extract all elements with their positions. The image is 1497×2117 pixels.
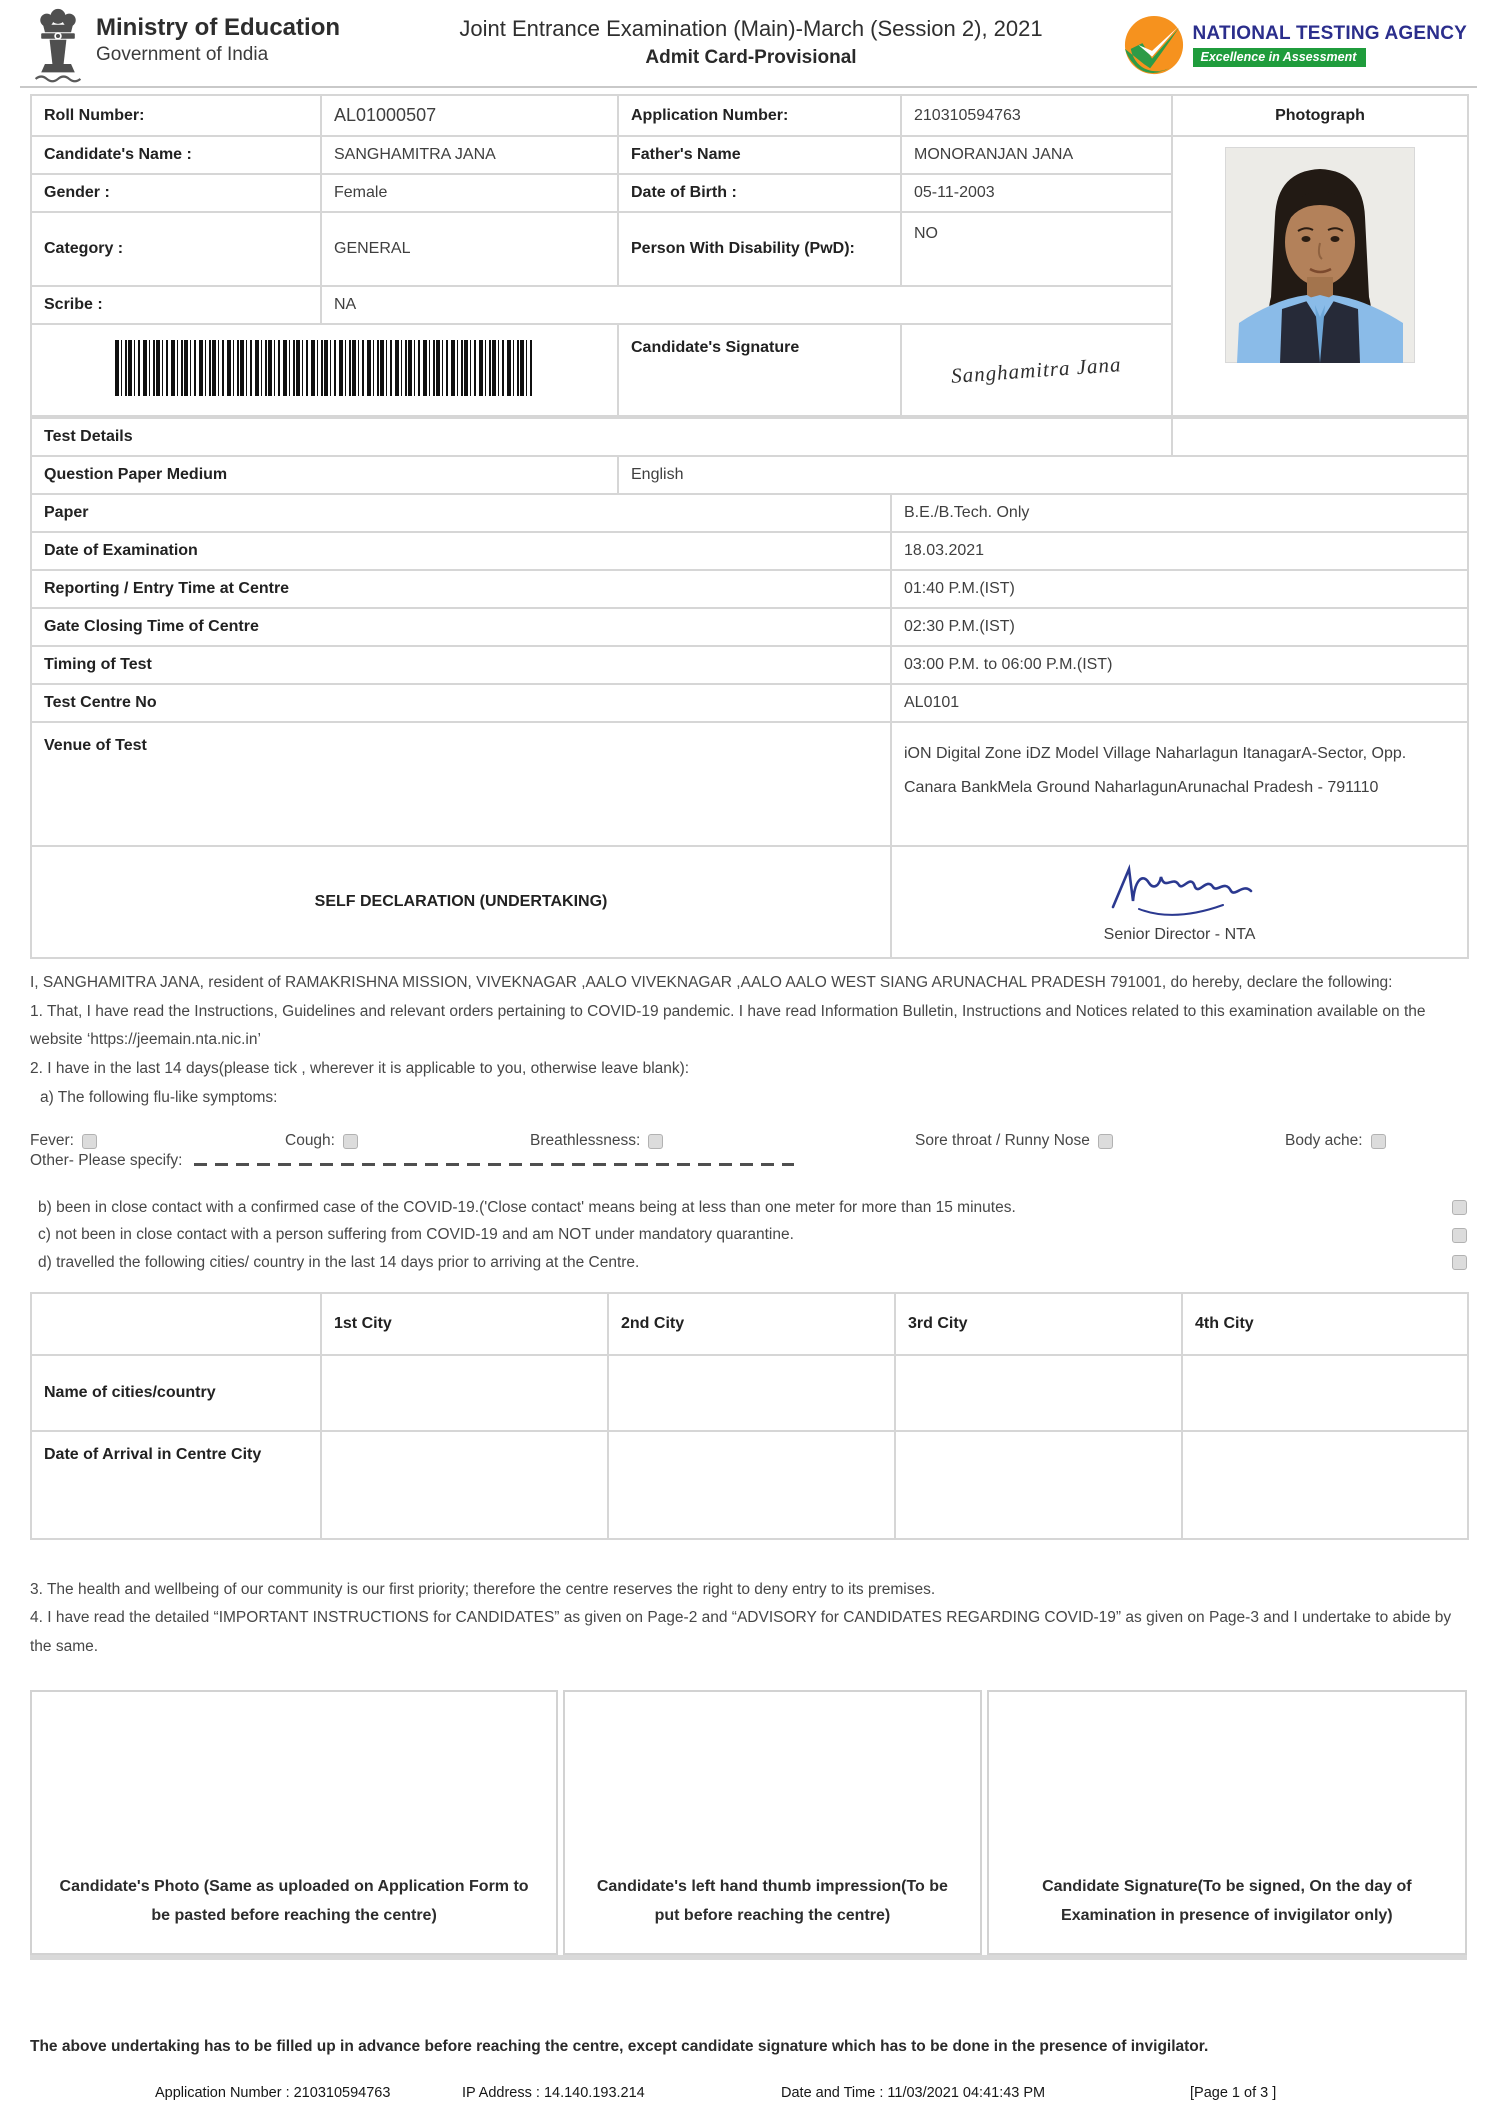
symptom-breathlessness bbox=[530, 1132, 915, 1150]
nta-text bbox=[1193, 23, 1467, 67]
travel-arrival-row bbox=[31, 1431, 1468, 1539]
page-footer bbox=[0, 2085, 1497, 2105]
thumb-impression-caption: Candidate's left hand thumb impression(To be put before reaching the centre) bbox=[596, 1877, 948, 1925]
arrival-row-header: Date of Arrival in Centre City bbox=[31, 1431, 321, 1539]
pwd-value: NO bbox=[901, 212, 1172, 286]
self-declaration-title: SELF DECLARATION (UNDERTAKING) bbox=[31, 846, 891, 958]
fever-checkbox[interactable] bbox=[82, 1134, 97, 1149]
point-b-row bbox=[30, 1194, 1467, 1221]
footer-application-number: Application Number : 210310594763 bbox=[155, 2085, 391, 2101]
cities-row-header: Name of cities/country bbox=[31, 1355, 321, 1431]
point-c-row bbox=[30, 1221, 1467, 1248]
point-d-checkbox[interactable] bbox=[1452, 1255, 1467, 1270]
director-signature-cell bbox=[891, 846, 1468, 958]
city-2-name-cell[interactable] bbox=[608, 1355, 895, 1431]
test-details-table bbox=[30, 417, 1469, 959]
row-test-timing bbox=[31, 646, 1468, 684]
header bbox=[0, 0, 1497, 86]
paper-value: B.E./B.Tech. Only bbox=[891, 494, 1468, 532]
other-specify-label: Other- Please specify: bbox=[30, 1152, 183, 1170]
undertaking-note: The above undertaking has to be filled up in advance before reaching the centre, except candidate signature which has to be done in the presence of invigilator. bbox=[30, 2037, 1209, 2055]
category-label: Category : bbox=[31, 212, 321, 286]
reporting-time-label: Reporting / Entry Time at Centre bbox=[31, 570, 891, 608]
satyameva-jayate-motto bbox=[36, 77, 81, 82]
nta-logo bbox=[1082, 8, 1467, 76]
nta-tagline: Excellence in Assessment bbox=[1193, 48, 1367, 67]
test-details-spacer-cell bbox=[1172, 418, 1468, 456]
director-designation: Senior Director - NTA bbox=[1103, 925, 1256, 943]
declaration-point4: 4. I have read the detailed “IMPORTANT INSTRUCTIONS for CANDIDATES” as given on Page-2 and “ADVISORY for CANDIDATES REGARDING COVID-19” as given on Page-3 and I undertake to abide by the same. bbox=[30, 1609, 1452, 1656]
row-name-father bbox=[31, 136, 1468, 174]
declaration-point2: 2. I have in the last 14 days(please tick , wherever it is applicable to you, otherwise leave blank): bbox=[30, 1060, 690, 1078]
exam-day-signature-box[interactable] bbox=[987, 1690, 1467, 1955]
pwd-label: Person With Disability (PwD): bbox=[618, 212, 901, 286]
dob-value: 05-11-2003 bbox=[901, 174, 1172, 212]
nta-logo-icon bbox=[1123, 14, 1185, 76]
signature-boxes bbox=[30, 1690, 1467, 1955]
breathlessness-label: Breathlessness: bbox=[530, 1132, 641, 1150]
row-roll-application bbox=[31, 95, 1468, 136]
gender-value: Female bbox=[321, 174, 618, 212]
point-b-text: b) been in close contact with a confirmed case of the COVID-19.('Close contact' means being at less than one meter for more than 15 minutes. bbox=[38, 1199, 1016, 1217]
travel-history-table bbox=[30, 1292, 1469, 1540]
other-specify-blank[interactable] bbox=[194, 1163, 794, 1166]
photograph-header: Photograph bbox=[1172, 95, 1468, 136]
row-self-declaration bbox=[31, 846, 1468, 958]
declaration-point1: 1. That, I have read the Instructions, Guidelines and relevant orders pertaining to COVID-19 pandemic. I have read Information Bulletin, Instructions and Notices related to this examination available on the website ‘https://jeemain.nta.nic.in’ bbox=[30, 1002, 1426, 1049]
symptom-sore-throat bbox=[915, 1132, 1285, 1150]
roll-number-label: Roll Number: bbox=[31, 95, 321, 136]
declaration-point2a: a) The following flu-like symptoms: bbox=[40, 1088, 278, 1106]
test-timing-label: Timing of Test bbox=[31, 646, 891, 684]
medium-label: Question Paper Medium bbox=[31, 456, 618, 494]
city-2-arrival-cell[interactable] bbox=[608, 1431, 895, 1539]
point-d-text: d) travelled the following cities/ country in the last 14 days prior to arriving at the Centre. bbox=[38, 1253, 640, 1271]
row-paper bbox=[31, 494, 1468, 532]
cough-checkbox[interactable] bbox=[343, 1134, 358, 1149]
fever-label: Fever: bbox=[30, 1132, 74, 1150]
row-test-details-header bbox=[31, 418, 1468, 456]
travel-corner-cell bbox=[31, 1293, 321, 1355]
title-block bbox=[420, 8, 1082, 69]
col-2nd-city: 2nd City bbox=[608, 1293, 895, 1355]
reporting-time-value: 01:40 P.M.(IST) bbox=[891, 570, 1468, 608]
nta-name: NATIONAL TESTING AGENCY bbox=[1192, 23, 1467, 44]
ministry-block bbox=[30, 8, 420, 86]
card-subtitle: Admit Card-Provisional bbox=[645, 47, 857, 68]
exam-title: Joint Entrance Examination (Main)-March (Session 2), 2021 bbox=[459, 16, 1043, 41]
government-of-india: Government of India bbox=[96, 44, 269, 65]
col-4th-city: 4th City bbox=[1182, 1293, 1468, 1355]
scribe-label: Scribe : bbox=[31, 286, 321, 324]
city-1-name-cell[interactable] bbox=[321, 1355, 608, 1431]
sore-throat-label: Sore throat / Runny Nose bbox=[915, 1132, 1090, 1150]
footer-ip-address: IP Address : 14.140.193.214 bbox=[462, 2085, 645, 2101]
thumb-impression-box[interactable] bbox=[563, 1690, 982, 1955]
candidate-photo-cell bbox=[1172, 136, 1468, 416]
scribe-value: NA bbox=[321, 286, 1172, 324]
category-value: GENERAL bbox=[321, 212, 618, 286]
city-3-name-cell[interactable] bbox=[895, 1355, 1182, 1431]
candidate-signature-text: Sanghamitra Jana bbox=[950, 351, 1123, 388]
candidate-name-label: Candidate's Name : bbox=[31, 136, 321, 174]
city-4-name-cell[interactable] bbox=[1182, 1355, 1468, 1431]
dob-label: Date of Birth : bbox=[618, 174, 901, 212]
exam-date-value: 18.03.2021 bbox=[891, 532, 1468, 570]
father-name-label: Father's Name bbox=[618, 136, 901, 174]
col-1st-city: 1st City bbox=[321, 1293, 608, 1355]
declaration-intro: I, SANGHAMITRA JANA, resident of RAMAKRISHNA MISSION, VIVEKNAGAR ,AALO VIVEKNAGAR ,AALO AALO WEST SIANG ARUNACHAL PRADESH 791001, do hereby, declare the following: bbox=[30, 974, 1393, 991]
point-d-row bbox=[30, 1249, 1467, 1276]
candidate-photo bbox=[1225, 147, 1415, 363]
director-signature bbox=[1095, 861, 1265, 919]
travel-cities-row bbox=[31, 1355, 1468, 1431]
symptom-body-ache bbox=[1285, 1132, 1386, 1150]
candidate-info-table bbox=[30, 94, 1469, 417]
venue-value: iON Digital Zone iDZ Model Village Naharlagun ItanagarA-Sector, Opp. Canara BankMela Ground NaharlagunArunachal Pradesh - 791110 bbox=[891, 722, 1468, 846]
symptom-cough bbox=[285, 1132, 530, 1150]
row-question-paper-medium bbox=[31, 456, 1468, 494]
point-c-checkbox[interactable] bbox=[1452, 1228, 1467, 1243]
paper-label: Paper bbox=[31, 494, 891, 532]
ministry-text bbox=[96, 8, 340, 66]
centre-no-value: AL0101 bbox=[891, 684, 1468, 722]
exam-date-label: Date of Examination bbox=[31, 532, 891, 570]
footer-datetime: Date and Time : 11/03/2021 04:41:43 PM bbox=[781, 2085, 1046, 2101]
point-c-text: c) not been in close contact with a person suffering from COVID-19 and am NOT under mandatory quarantine. bbox=[38, 1226, 794, 1244]
row-gate-closing bbox=[31, 608, 1468, 646]
sore-throat-checkbox[interactable] bbox=[1098, 1134, 1113, 1149]
candidate-name-value: SANGHAMITRA JANA bbox=[321, 136, 618, 174]
breathlessness-checkbox[interactable] bbox=[648, 1134, 663, 1149]
ministry-name: Ministry of Education bbox=[96, 14, 341, 41]
test-timing-value: 03:00 P.M. to 06:00 P.M.(IST) bbox=[891, 646, 1468, 684]
photo-paste-box[interactable] bbox=[30, 1690, 558, 1955]
gate-closing-value: 02:30 P.M.(IST) bbox=[891, 608, 1468, 646]
exam-day-signature-caption: Candidate Signature(To be signed, On the day of Examination in presence of invigilator only) bbox=[1042, 1877, 1412, 1925]
candidate-signature-label: Candidate's Signature bbox=[618, 324, 901, 416]
declaration-text bbox=[30, 969, 1467, 1112]
test-details-title: Test Details bbox=[31, 418, 1172, 456]
city-4-arrival-cell[interactable] bbox=[1182, 1431, 1468, 1539]
candidate-signature-image bbox=[901, 324, 1172, 416]
city-3-arrival-cell[interactable] bbox=[895, 1431, 1182, 1539]
symptom-fever bbox=[30, 1132, 285, 1150]
body-ache-checkbox[interactable] bbox=[1371, 1134, 1386, 1149]
gate-closing-label: Gate Closing Time of Centre bbox=[31, 608, 891, 646]
photo-paste-caption: Candidate's Photo (Same as uploaded on Application Form to be pasted before reaching the centre) bbox=[59, 1877, 529, 1925]
medium-value: English bbox=[618, 456, 1468, 494]
row-reporting-time bbox=[31, 570, 1468, 608]
roll-number-value: AL01000507 bbox=[321, 95, 618, 136]
row-exam-date bbox=[31, 532, 1468, 570]
point-b-checkbox[interactable] bbox=[1452, 1200, 1467, 1215]
barcode-cell bbox=[31, 324, 618, 416]
father-name-value: MONORANJAN JANA bbox=[901, 136, 1172, 174]
footer-page-number: [Page 1 of 3 ] bbox=[1190, 2085, 1277, 2101]
row-venue bbox=[31, 722, 1468, 846]
centre-no-label: Test Centre No bbox=[31, 684, 891, 722]
col-3rd-city: 3rd City bbox=[895, 1293, 1182, 1355]
city-1-arrival-cell[interactable] bbox=[321, 1431, 608, 1539]
boxes-bottom-rule bbox=[30, 1955, 1467, 1960]
other-specify-row bbox=[30, 1152, 1467, 1170]
gender-label: Gender : bbox=[31, 174, 321, 212]
row-centre-no bbox=[31, 684, 1468, 722]
symptoms-row bbox=[30, 1132, 1467, 1150]
application-number-value: 210310594763 bbox=[901, 95, 1172, 136]
roll-barcode bbox=[115, 340, 535, 396]
cough-label: Cough: bbox=[285, 1132, 335, 1150]
india-emblem-icon bbox=[30, 8, 86, 86]
contact-declaration-rows bbox=[30, 1194, 1467, 1275]
venue-label: Venue of Test bbox=[31, 722, 891, 846]
travel-header-row bbox=[31, 1293, 1468, 1355]
body-ache-label: Body ache: bbox=[1285, 1132, 1363, 1150]
application-number-label: Application Number: bbox=[618, 95, 901, 136]
declaration-point3: 3. The health and wellbeing of our community is our first priority; therefore the centre reserves the right to deny entry to its premises. bbox=[30, 1580, 936, 1598]
